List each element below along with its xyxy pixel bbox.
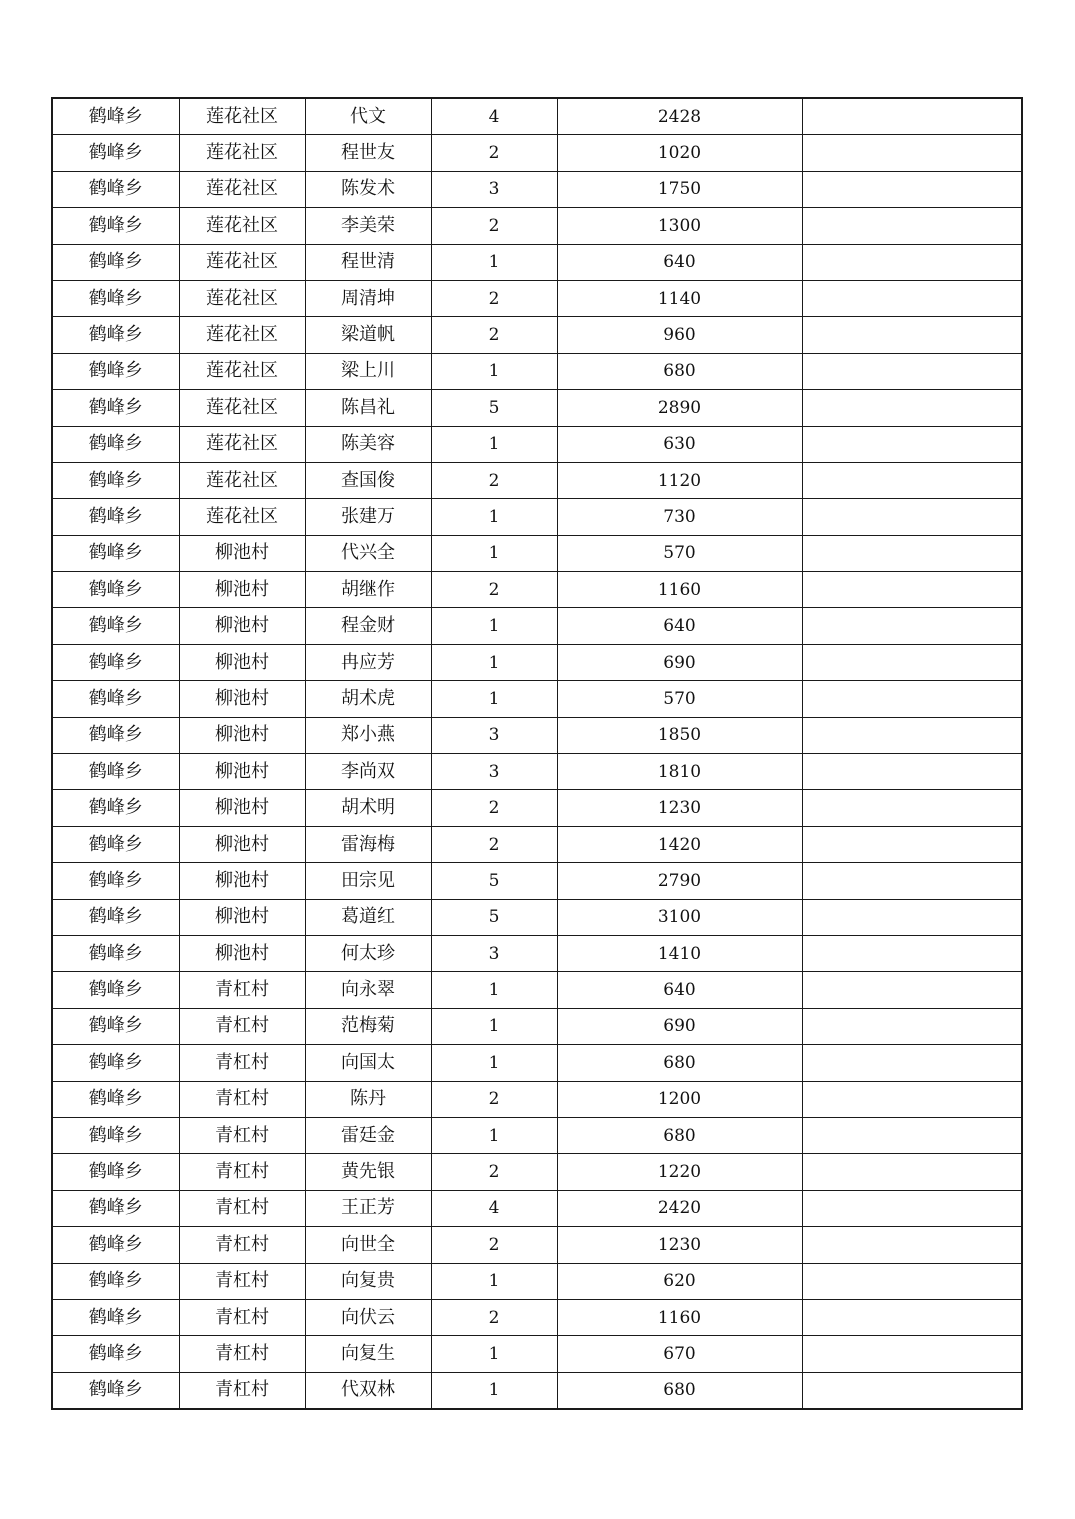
township-cell: 鹤峰乡	[52, 754, 179, 790]
amount-cell: 2420	[557, 1190, 802, 1226]
amount-cell: 730	[557, 499, 802, 535]
table-row	[52, 1336, 1022, 1372]
name-cell: 王正芳	[305, 1190, 431, 1226]
table-row	[52, 790, 1022, 826]
table-row	[52, 1045, 1022, 1081]
table-row	[52, 1117, 1022, 1153]
amount-cell: 680	[557, 1045, 802, 1081]
table-row	[52, 426, 1022, 462]
household-size-cell: 1	[431, 972, 557, 1008]
remark-cell	[802, 1154, 1022, 1190]
amount-cell: 670	[557, 1336, 802, 1372]
table-row	[52, 244, 1022, 280]
township-cell: 鹤峰乡	[52, 608, 179, 644]
township-cell: 鹤峰乡	[52, 1372, 179, 1409]
name-cell: 雷海梅	[305, 826, 431, 862]
village-cell: 莲花社区	[179, 280, 305, 316]
table-row	[52, 499, 1022, 535]
amount-cell: 1200	[557, 1081, 802, 1117]
village-cell: 柳池村	[179, 935, 305, 971]
name-cell: 雷廷金	[305, 1117, 431, 1153]
amount-cell: 640	[557, 608, 802, 644]
name-cell: 陈发术	[305, 171, 431, 207]
table-row	[52, 717, 1022, 753]
name-cell: 葛道红	[305, 899, 431, 935]
household-size-cell: 1	[431, 1008, 557, 1044]
name-cell: 陈美容	[305, 426, 431, 462]
remark-cell	[802, 935, 1022, 971]
village-cell: 柳池村	[179, 790, 305, 826]
table-row	[52, 1299, 1022, 1335]
name-cell: 陈昌礼	[305, 390, 431, 426]
name-cell: 胡术明	[305, 790, 431, 826]
household-size-cell: 3	[431, 171, 557, 207]
remark-cell	[802, 317, 1022, 353]
township-cell: 鹤峰乡	[52, 717, 179, 753]
name-cell: 代文	[305, 98, 431, 135]
household-size-cell: 2	[431, 826, 557, 862]
table-row	[52, 899, 1022, 935]
remark-cell	[802, 717, 1022, 753]
name-cell: 胡术虎	[305, 681, 431, 717]
amount-cell: 1160	[557, 1299, 802, 1335]
name-cell: 冉应芳	[305, 644, 431, 680]
name-cell: 梁上川	[305, 353, 431, 389]
amount-cell: 1300	[557, 208, 802, 244]
remark-cell	[802, 1008, 1022, 1044]
name-cell: 程世友	[305, 135, 431, 171]
township-cell: 鹤峰乡	[52, 790, 179, 826]
remark-cell	[802, 353, 1022, 389]
township-cell: 鹤峰乡	[52, 171, 179, 207]
township-cell: 鹤峰乡	[52, 135, 179, 171]
amount-cell: 1160	[557, 572, 802, 608]
household-size-cell: 4	[431, 1190, 557, 1226]
township-cell: 鹤峰乡	[52, 98, 179, 135]
amount-cell: 2790	[557, 863, 802, 899]
household-size-cell: 1	[431, 644, 557, 680]
remark-cell	[802, 1263, 1022, 1299]
remark-cell	[802, 390, 1022, 426]
amount-cell: 1230	[557, 1227, 802, 1263]
name-cell: 程金财	[305, 608, 431, 644]
village-cell: 青杠村	[179, 1227, 305, 1263]
table-row	[52, 1372, 1022, 1409]
table-row	[52, 208, 1022, 244]
amount-cell: 2428	[557, 98, 802, 135]
township-cell: 鹤峰乡	[52, 244, 179, 280]
township-cell: 鹤峰乡	[52, 1263, 179, 1299]
village-cell: 莲花社区	[179, 317, 305, 353]
township-cell: 鹤峰乡	[52, 426, 179, 462]
amount-cell: 1410	[557, 935, 802, 971]
remark-cell	[802, 208, 1022, 244]
household-size-cell: 3	[431, 754, 557, 790]
remark-cell	[802, 1336, 1022, 1372]
township-cell: 鹤峰乡	[52, 1117, 179, 1153]
village-cell: 青杠村	[179, 1299, 305, 1335]
remark-cell	[802, 426, 1022, 462]
village-cell: 莲花社区	[179, 426, 305, 462]
remark-cell	[802, 535, 1022, 571]
name-cell: 周清坤	[305, 280, 431, 316]
name-cell: 梁道帆	[305, 317, 431, 353]
amount-cell: 690	[557, 1008, 802, 1044]
remark-cell	[802, 899, 1022, 935]
village-cell: 柳池村	[179, 681, 305, 717]
table-row	[52, 390, 1022, 426]
remark-cell	[802, 1117, 1022, 1153]
amount-cell: 1810	[557, 754, 802, 790]
village-cell: 柳池村	[179, 608, 305, 644]
table-row	[52, 535, 1022, 571]
name-cell: 向世全	[305, 1227, 431, 1263]
remark-cell	[802, 244, 1022, 280]
remark-cell	[802, 1045, 1022, 1081]
amount-cell: 630	[557, 426, 802, 462]
household-size-cell: 1	[431, 1372, 557, 1409]
amount-cell: 690	[557, 644, 802, 680]
village-cell: 柳池村	[179, 644, 305, 680]
amount-cell: 1230	[557, 790, 802, 826]
amount-cell: 960	[557, 317, 802, 353]
household-size-cell: 5	[431, 899, 557, 935]
household-size-cell: 2	[431, 572, 557, 608]
household-size-cell: 1	[431, 499, 557, 535]
township-cell: 鹤峰乡	[52, 1008, 179, 1044]
table-row	[52, 972, 1022, 1008]
name-cell: 胡继作	[305, 572, 431, 608]
village-cell: 莲花社区	[179, 390, 305, 426]
name-cell: 何太珍	[305, 935, 431, 971]
amount-cell: 1220	[557, 1154, 802, 1190]
household-size-cell: 1	[431, 608, 557, 644]
township-cell: 鹤峰乡	[52, 499, 179, 535]
village-cell: 莲花社区	[179, 208, 305, 244]
household-size-cell: 1	[431, 426, 557, 462]
household-size-cell: 4	[431, 98, 557, 135]
household-size-cell: 1	[431, 681, 557, 717]
remark-cell	[802, 171, 1022, 207]
table-row	[52, 98, 1022, 135]
household-size-cell: 2	[431, 1299, 557, 1335]
village-cell: 青杠村	[179, 1117, 305, 1153]
table-row	[52, 935, 1022, 971]
remark-cell	[802, 1190, 1022, 1226]
amount-cell: 680	[557, 353, 802, 389]
household-size-cell: 1	[431, 353, 557, 389]
name-cell: 田宗见	[305, 863, 431, 899]
township-cell: 鹤峰乡	[52, 280, 179, 316]
household-size-cell: 2	[431, 135, 557, 171]
household-size-cell: 2	[431, 462, 557, 498]
table-row	[52, 280, 1022, 316]
name-cell: 张建万	[305, 499, 431, 535]
village-cell: 青杠村	[179, 1081, 305, 1117]
table-row	[52, 1081, 1022, 1117]
name-cell: 程世清	[305, 244, 431, 280]
name-cell: 陈丹	[305, 1081, 431, 1117]
name-cell: 代双林	[305, 1372, 431, 1409]
table-row	[52, 171, 1022, 207]
name-cell: 向国太	[305, 1045, 431, 1081]
table-row	[52, 135, 1022, 171]
table-row	[52, 826, 1022, 862]
household-size-cell: 5	[431, 863, 557, 899]
household-size-cell: 2	[431, 790, 557, 826]
township-cell: 鹤峰乡	[52, 208, 179, 244]
township-cell: 鹤峰乡	[52, 1299, 179, 1335]
roster-table	[51, 97, 1023, 1410]
table-row	[52, 681, 1022, 717]
name-cell: 向伏云	[305, 1299, 431, 1335]
village-cell: 青杠村	[179, 1008, 305, 1044]
name-cell: 代兴全	[305, 535, 431, 571]
remark-cell	[802, 754, 1022, 790]
township-cell: 鹤峰乡	[52, 1081, 179, 1117]
village-cell: 柳池村	[179, 754, 305, 790]
remark-cell	[802, 608, 1022, 644]
village-cell: 莲花社区	[179, 171, 305, 207]
township-cell: 鹤峰乡	[52, 317, 179, 353]
table-row	[52, 1190, 1022, 1226]
amount-cell: 640	[557, 972, 802, 1008]
village-cell: 柳池村	[179, 899, 305, 935]
village-cell: 青杠村	[179, 972, 305, 1008]
township-cell: 鹤峰乡	[52, 899, 179, 935]
village-cell: 青杠村	[179, 1190, 305, 1226]
township-cell: 鹤峰乡	[52, 462, 179, 498]
table-row	[52, 863, 1022, 899]
roster-table-body	[52, 98, 1022, 1409]
household-size-cell: 2	[431, 1154, 557, 1190]
household-size-cell: 2	[431, 1081, 557, 1117]
remark-cell	[802, 790, 1022, 826]
amount-cell: 1020	[557, 135, 802, 171]
remark-cell	[802, 499, 1022, 535]
village-cell: 莲花社区	[179, 244, 305, 280]
table-row	[52, 572, 1022, 608]
township-cell: 鹤峰乡	[52, 863, 179, 899]
table-row	[52, 608, 1022, 644]
household-size-cell: 2	[431, 317, 557, 353]
amount-cell: 1140	[557, 280, 802, 316]
household-size-cell: 1	[431, 1263, 557, 1299]
remark-cell	[802, 1081, 1022, 1117]
name-cell: 查国俊	[305, 462, 431, 498]
remark-cell	[802, 1299, 1022, 1335]
remark-cell	[802, 280, 1022, 316]
remark-cell	[802, 863, 1022, 899]
name-cell: 郑小燕	[305, 717, 431, 753]
table-row	[52, 1263, 1022, 1299]
amount-cell: 680	[557, 1117, 802, 1153]
household-size-cell: 3	[431, 717, 557, 753]
township-cell: 鹤峰乡	[52, 1045, 179, 1081]
village-cell: 青杠村	[179, 1263, 305, 1299]
township-cell: 鹤峰乡	[52, 826, 179, 862]
household-size-cell: 2	[431, 1227, 557, 1263]
township-cell: 鹤峰乡	[52, 644, 179, 680]
household-size-cell: 2	[431, 208, 557, 244]
township-cell: 鹤峰乡	[52, 572, 179, 608]
table-row	[52, 754, 1022, 790]
household-size-cell: 2	[431, 280, 557, 316]
village-cell: 柳池村	[179, 535, 305, 571]
village-cell: 青杠村	[179, 1045, 305, 1081]
household-size-cell: 3	[431, 935, 557, 971]
name-cell: 向复贵	[305, 1263, 431, 1299]
table-row	[52, 1154, 1022, 1190]
household-size-cell: 5	[431, 390, 557, 426]
remark-cell	[802, 1372, 1022, 1409]
township-cell: 鹤峰乡	[52, 972, 179, 1008]
remark-cell	[802, 135, 1022, 171]
amount-cell: 1120	[557, 462, 802, 498]
name-cell: 向永翠	[305, 972, 431, 1008]
remark-cell	[802, 972, 1022, 1008]
table-row	[52, 317, 1022, 353]
household-size-cell: 1	[431, 535, 557, 571]
remark-cell	[802, 826, 1022, 862]
village-cell: 柳池村	[179, 826, 305, 862]
name-cell: 向复生	[305, 1336, 431, 1372]
township-cell: 鹤峰乡	[52, 1190, 179, 1226]
table-row	[52, 644, 1022, 680]
township-cell: 鹤峰乡	[52, 535, 179, 571]
household-size-cell: 1	[431, 1336, 557, 1372]
table-row	[52, 353, 1022, 389]
village-cell: 莲花社区	[179, 135, 305, 171]
township-cell: 鹤峰乡	[52, 1154, 179, 1190]
amount-cell: 570	[557, 535, 802, 571]
household-size-cell: 1	[431, 1117, 557, 1153]
village-cell: 柳池村	[179, 717, 305, 753]
table-row	[52, 1227, 1022, 1263]
table-row	[52, 1008, 1022, 1044]
township-cell: 鹤峰乡	[52, 390, 179, 426]
remark-cell	[802, 681, 1022, 717]
name-cell: 范梅菊	[305, 1008, 431, 1044]
amount-cell: 680	[557, 1372, 802, 1409]
village-cell: 青杠村	[179, 1372, 305, 1409]
village-cell: 莲花社区	[179, 499, 305, 535]
village-cell: 莲花社区	[179, 353, 305, 389]
township-cell: 鹤峰乡	[52, 1227, 179, 1263]
township-cell: 鹤峰乡	[52, 353, 179, 389]
amount-cell: 1420	[557, 826, 802, 862]
amount-cell: 1850	[557, 717, 802, 753]
amount-cell: 640	[557, 244, 802, 280]
table-row	[52, 462, 1022, 498]
remark-cell	[802, 1227, 1022, 1263]
remark-cell	[802, 462, 1022, 498]
household-size-cell: 1	[431, 1045, 557, 1081]
amount-cell: 2890	[557, 390, 802, 426]
name-cell: 黄先银	[305, 1154, 431, 1190]
township-cell: 鹤峰乡	[52, 1336, 179, 1372]
name-cell: 李尚双	[305, 754, 431, 790]
household-size-cell: 1	[431, 244, 557, 280]
township-cell: 鹤峰乡	[52, 681, 179, 717]
amount-cell: 3100	[557, 899, 802, 935]
remark-cell	[802, 572, 1022, 608]
village-cell: 青杠村	[179, 1154, 305, 1190]
remark-cell	[802, 98, 1022, 135]
township-cell: 鹤峰乡	[52, 935, 179, 971]
amount-cell: 570	[557, 681, 802, 717]
village-cell: 莲花社区	[179, 98, 305, 135]
village-cell: 柳池村	[179, 572, 305, 608]
village-cell: 莲花社区	[179, 462, 305, 498]
amount-cell: 1750	[557, 171, 802, 207]
village-cell: 青杠村	[179, 1336, 305, 1372]
amount-cell: 620	[557, 1263, 802, 1299]
village-cell: 柳池村	[179, 863, 305, 899]
name-cell: 李美荣	[305, 208, 431, 244]
remark-cell	[802, 644, 1022, 680]
